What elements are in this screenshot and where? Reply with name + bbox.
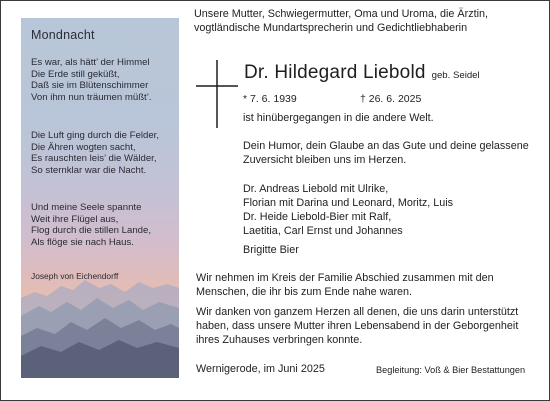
intro-line: Unsere Mutter, Schwiegermutter, Oma und Uroma, die Ärztin,	[194, 8, 489, 20]
family-group-2: Dr. Heide Liebold-Bier mit Ralf, Laetitia, Carl Ernst und Johannes	[243, 211, 403, 237]
birth-name: geb. Seidel	[431, 70, 480, 81]
poem-line: Die Erde still geküßt,	[31, 68, 120, 80]
deceased-name-line	[244, 62, 480, 84]
poem-line: Es rauschten leis’ die Wälder,	[31, 153, 157, 165]
poem-line: Als flöge sie nach Haus.	[31, 236, 134, 248]
family-group-1: Dr. Andreas Liebold mit Ulrike, Florian mit Darina und Leonard, Moritz, Luis	[243, 183, 454, 209]
family-group-3: Brigitte Bier	[243, 244, 299, 256]
poem-line: Und meine Seele spannte	[31, 202, 142, 213]
poem-panel	[21, 18, 179, 378]
intro-text	[194, 8, 488, 36]
poem-line: Die Ähren wogten sacht,	[31, 141, 136, 153]
cross-icon	[196, 60, 238, 128]
poem-line: So sternklar war die Nacht.	[31, 164, 147, 176]
birth-date: * 7. 6. 1939	[243, 93, 297, 105]
poem-line: Es war, als hätt’ der Himmel	[31, 57, 150, 68]
poem-stanza-3	[31, 202, 151, 248]
intro-line: vogtländische Mundartsprecherin und Gedichtliebhaberin	[194, 21, 468, 34]
poem-line: Von ihm nun träumen müßt’.	[31, 91, 152, 103]
poem-title: Mondnacht	[31, 28, 95, 42]
farewell-text: Wir nehmen im Kreis der Familie Abschied zusammen mit den Menschen, die ihr bis zum Ende nahe waren.	[196, 272, 494, 299]
poem-stanza-2	[31, 130, 159, 176]
poem-stanza-1	[31, 57, 152, 103]
passed-text: ist hinübergegangen in die andere Welt.	[243, 112, 434, 124]
poem-line: Daß sie im Blütenschimmer	[31, 80, 149, 92]
undertaker-note: Begleitung: Voß & Bier Bestattungen	[376, 365, 526, 375]
death-date: † 26. 6. 2025	[360, 93, 422, 105]
humor-text: Dein Humor, dein Glaube an das Gute und deine gelassene Zuversicht bleiben uns im Herzen.	[243, 140, 529, 166]
poem-line: Weit ihre Flügel aus,	[31, 213, 119, 225]
poem-author: Joseph von Eichendorff	[31, 271, 119, 281]
mountain-landscape-image	[21, 258, 179, 378]
deceased-name: Dr. Hildegard Liebold	[244, 62, 426, 83]
poem-line: Die Luft ging durch die Felder,	[31, 130, 159, 141]
thanks-text: Wir danken von ganzem Herzen all denen, die uns darin unterstützt haben, dass unsere Mutter ihren Lebensabend in der Geborgenheit ihres Zuhauses verbringen konnte.	[196, 306, 519, 347]
place-date: Wernigerode, im Juni 2025	[196, 363, 325, 375]
poem-line: Flog durch die stillen Lande,	[31, 225, 151, 237]
